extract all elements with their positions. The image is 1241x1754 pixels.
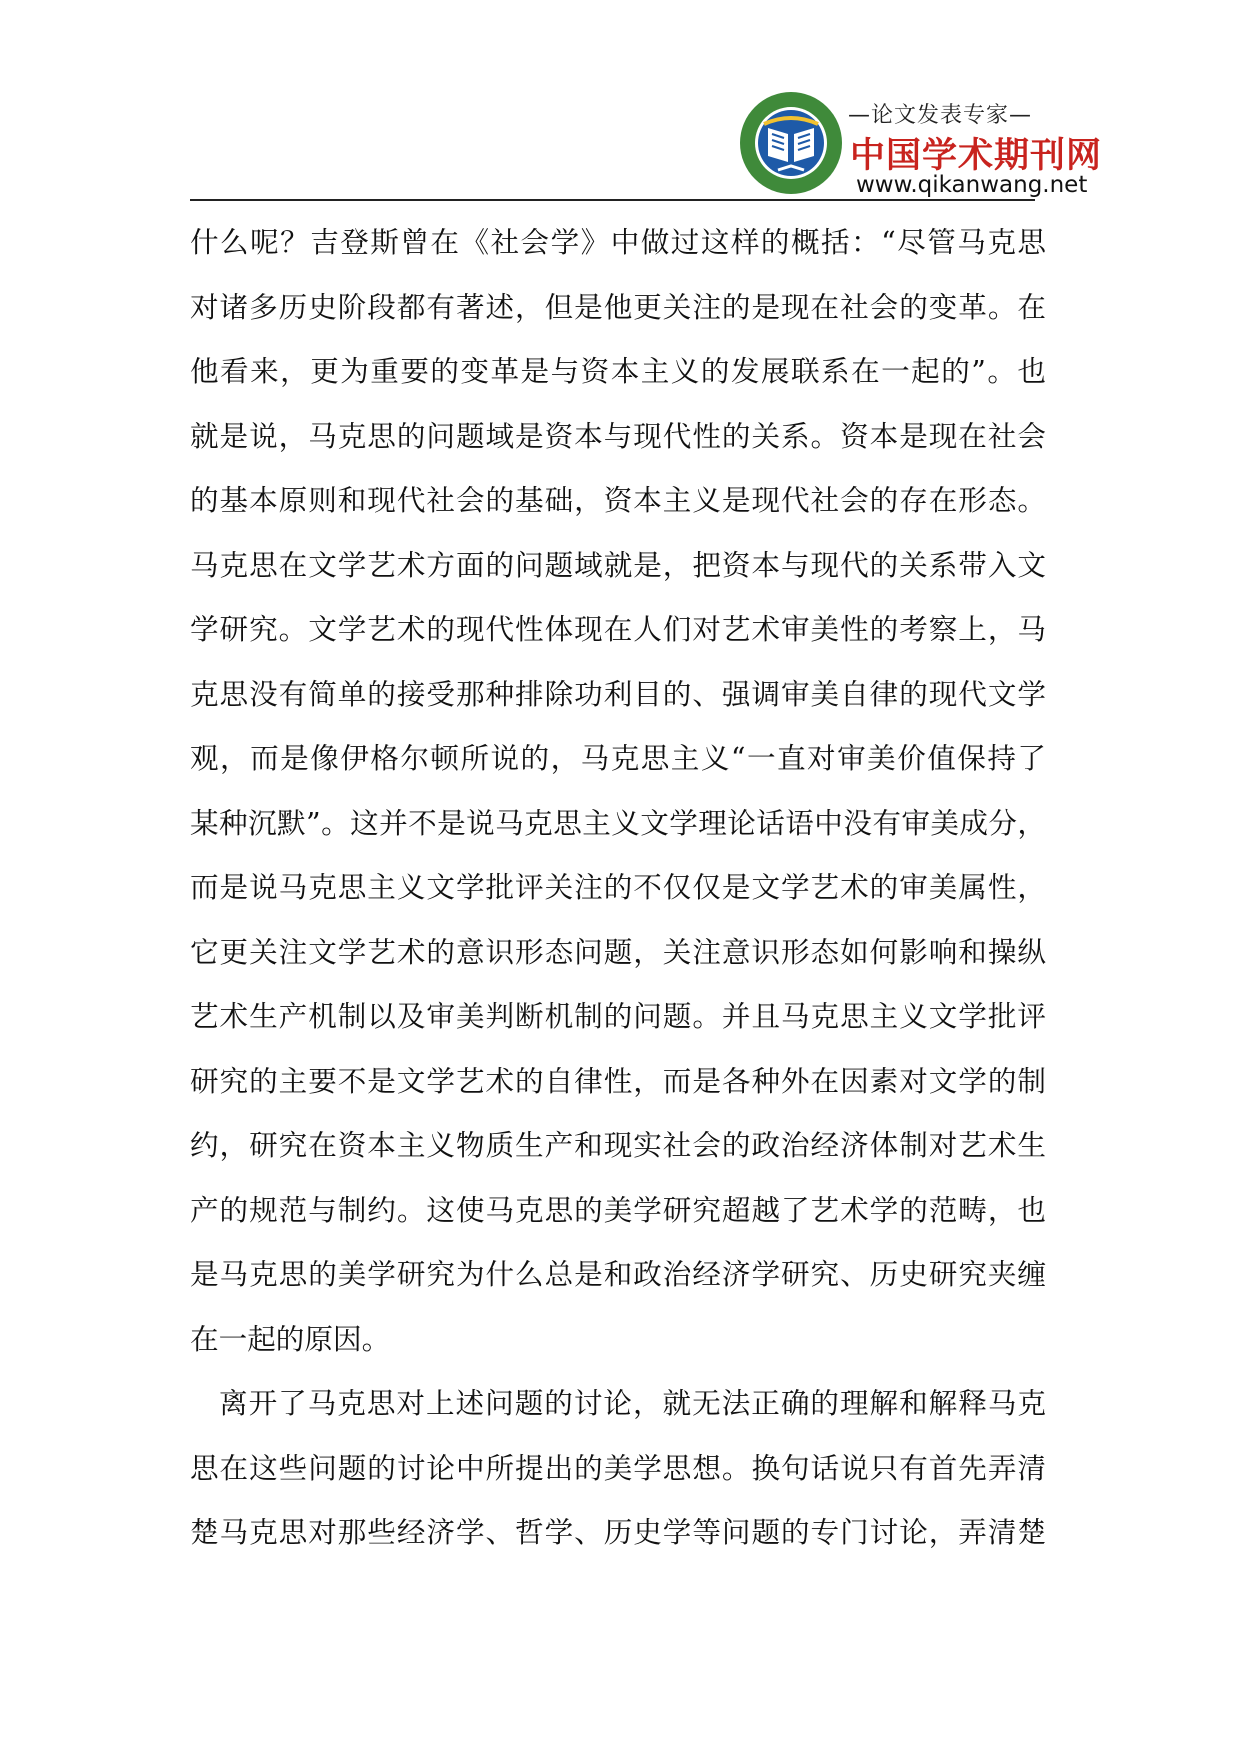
text-line: 它更关注文学艺术的意识形态问题，关注意识形态如何影响和操纵 bbox=[190, 934, 1046, 969]
paragraph bbox=[190, 1371, 1046, 1565]
text-line: 的基本原则和现代社会的基础，资本主义是现代社会的存在形态。 bbox=[190, 483, 1046, 517]
text-line: 而是说马克思主义文学批评关注的不仅仅是文学艺术的审美属性， bbox=[190, 870, 1046, 904]
logo-brand-name: 中国学术期刊网 bbox=[850, 136, 1103, 176]
logo-slogan: —论文发表专家— bbox=[848, 103, 1033, 128]
header-divider bbox=[190, 199, 1035, 201]
text-line: 楚马克思对那些经济学、哲学、历史学等问题的专门讨论，弄清楚 bbox=[190, 1515, 1046, 1549]
paragraph bbox=[190, 210, 1046, 1371]
document-body bbox=[190, 210, 1046, 1565]
text-line: 艺术生产机制以及审美判断机制的问题。并且马克思主义文学批评 bbox=[190, 999, 1046, 1033]
text-line: 学研究。文学艺术的现代性体现在人们对艺术审美性的考察上，马 bbox=[190, 612, 1046, 646]
logo-url: www.qikanwang.net bbox=[856, 172, 1088, 198]
text-line: 什么呢？吉登斯曾在《社会学》中做过这样的概括：“尽管马克思 bbox=[190, 225, 1046, 259]
text-line: 某种沉默”。这并不是说马克思主义文学理论话语中没有审美成分， bbox=[190, 805, 1046, 840]
text-line: 在一起的原因。 bbox=[190, 1321, 391, 1356]
text-line: 他看来，更为重要的变革是与资本主义的发展联系在一起的”。也 bbox=[190, 354, 1046, 388]
text-line: 观，而是像伊格尔顿所说的，马克思主义“一直对审美价值保持了 bbox=[190, 741, 1046, 775]
text-line: 是马克思的美学研究为什么总是和政治经济学研究、历史研究夹缠 bbox=[190, 1257, 1046, 1291]
text-line: 马克思在文学艺术方面的问题域就是，把资本与现代的关系带入文 bbox=[190, 547, 1046, 582]
text-line: 约，研究在资本主义物质生产和现实社会的政治经济体制对艺术生 bbox=[190, 1128, 1046, 1162]
text-line: 克思没有简单的接受那种排除功利目的、强调审美自律的现代文学 bbox=[190, 676, 1046, 711]
text-line: 研究的主要不是文学艺术的自律性，而是各种外在因素对文学的制 bbox=[190, 1063, 1046, 1098]
text-line: 产的规范与制约。这使马克思的美学研究超越了艺术学的范畴，也 bbox=[190, 1192, 1046, 1227]
text-line: 对诸多历史阶段都有著述，但是他更关注的是现在社会的变革。在 bbox=[190, 289, 1046, 324]
text-line: 离开了马克思对上述问题的讨论，就无法正确的理解和解释马克 bbox=[219, 1386, 1046, 1420]
site-logo bbox=[738, 82, 1103, 202]
text-line: 就是说，马克思的问题域是资本与现代性的关系。资本是现在社会 bbox=[190, 418, 1046, 453]
text-line: 思在这些问题的讨论中所提出的美学思想。换句话说只有首先弄清 bbox=[190, 1450, 1046, 1485]
seal-logo-icon bbox=[738, 90, 844, 196]
